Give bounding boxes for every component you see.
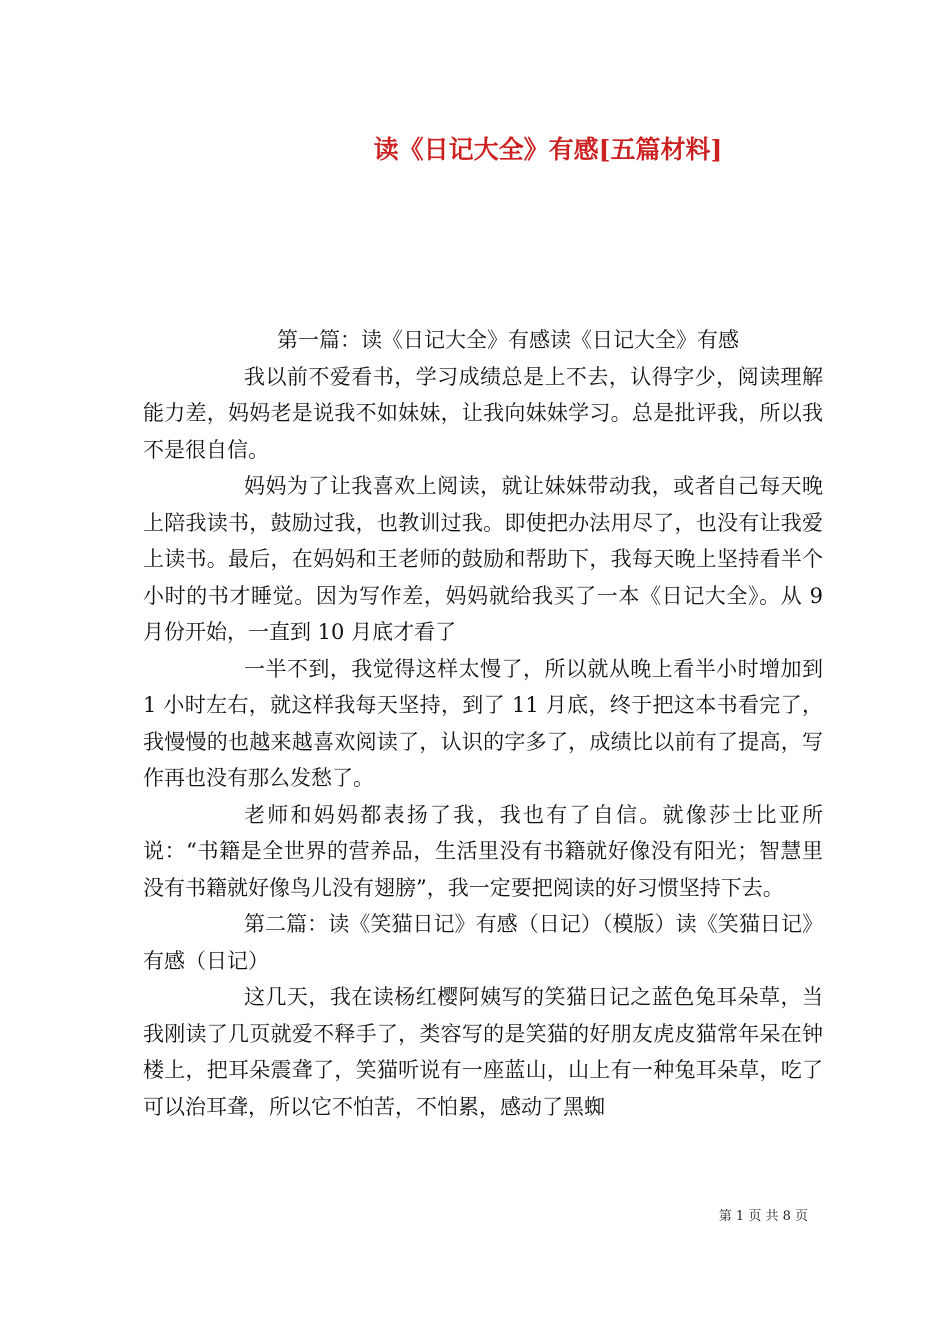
- page-number: 第 1 页 共 8 页: [718, 1209, 808, 1224]
- paragraph: 老师和妈妈都表扬了我，我也有了自信。就像莎士比亚所说：“书籍是全世界的营养品，生活里没有书籍就好像没有阳光；智慧里没有书籍就好像鸟儿没有翅膀”，我一定要把阅读的好习惯坚持下去。: [143, 802, 823, 900]
- paragraph-heading-1: 第一篇：读《日记大全》有感读《日记大全》有感: [277, 328, 739, 352]
- paragraph-heading-2: 第二篇：读《笑猫日记》有感（日记）（模版）读《笑猫日记》有感（日记）: [143, 912, 823, 973]
- paragraph: 我以前不爱看书，学习成绩总是上不去，认得字少，阅读理解能力差，妈妈老是说我不如妹妹，让我向妹妹学习。总是批评我，所以我不是很自信。: [143, 364, 823, 462]
- paragraph: 一半不到，我觉得这样太慢了，所以就从晚上看半小时增加到 1 小时左右，就这样我每天坚持，到了 11 月底，终于把这本书看完了，我慢慢的也越来越喜欢阅读了，认识的字多了，成绩比以前有了提高，写作再也没有那么发愁了。: [143, 656, 823, 790]
- document-title: 读《日记大全》有感[五篇材料]: [373, 135, 723, 164]
- paragraph: 妈妈为了让我喜欢上阅读，就让妹妹带动我，或者自己每天晚上陪我读书，鼓励过我，也教训过我。即使把办法用尽了，也没有让我爱上读书。最后，在妈妈和王老师的鼓励和帮助下，我每天晚上坚持看半个小时的书才睡觉。因为写作差，妈妈就给我买了一本《日记大全》。从 9 月份开始，一直到 10 月底才看了: [143, 474, 823, 644]
- paragraph: 这几天，我在读杨红樱阿姨写的笑猫日记之蓝色兔耳朵草，当我刚读了几页就爱不释手了，类容写的是笑猫的好朋友虎皮猫常年呆在钟楼上，把耳朵震聋了，笑猫听说有一座蓝山，山上有一种兔耳朵草，吃了可以治耳聋，所以它不怕苦，不怕累，感动了黑蜘: [143, 985, 823, 1119]
- document-body: [143, 322, 823, 1125]
